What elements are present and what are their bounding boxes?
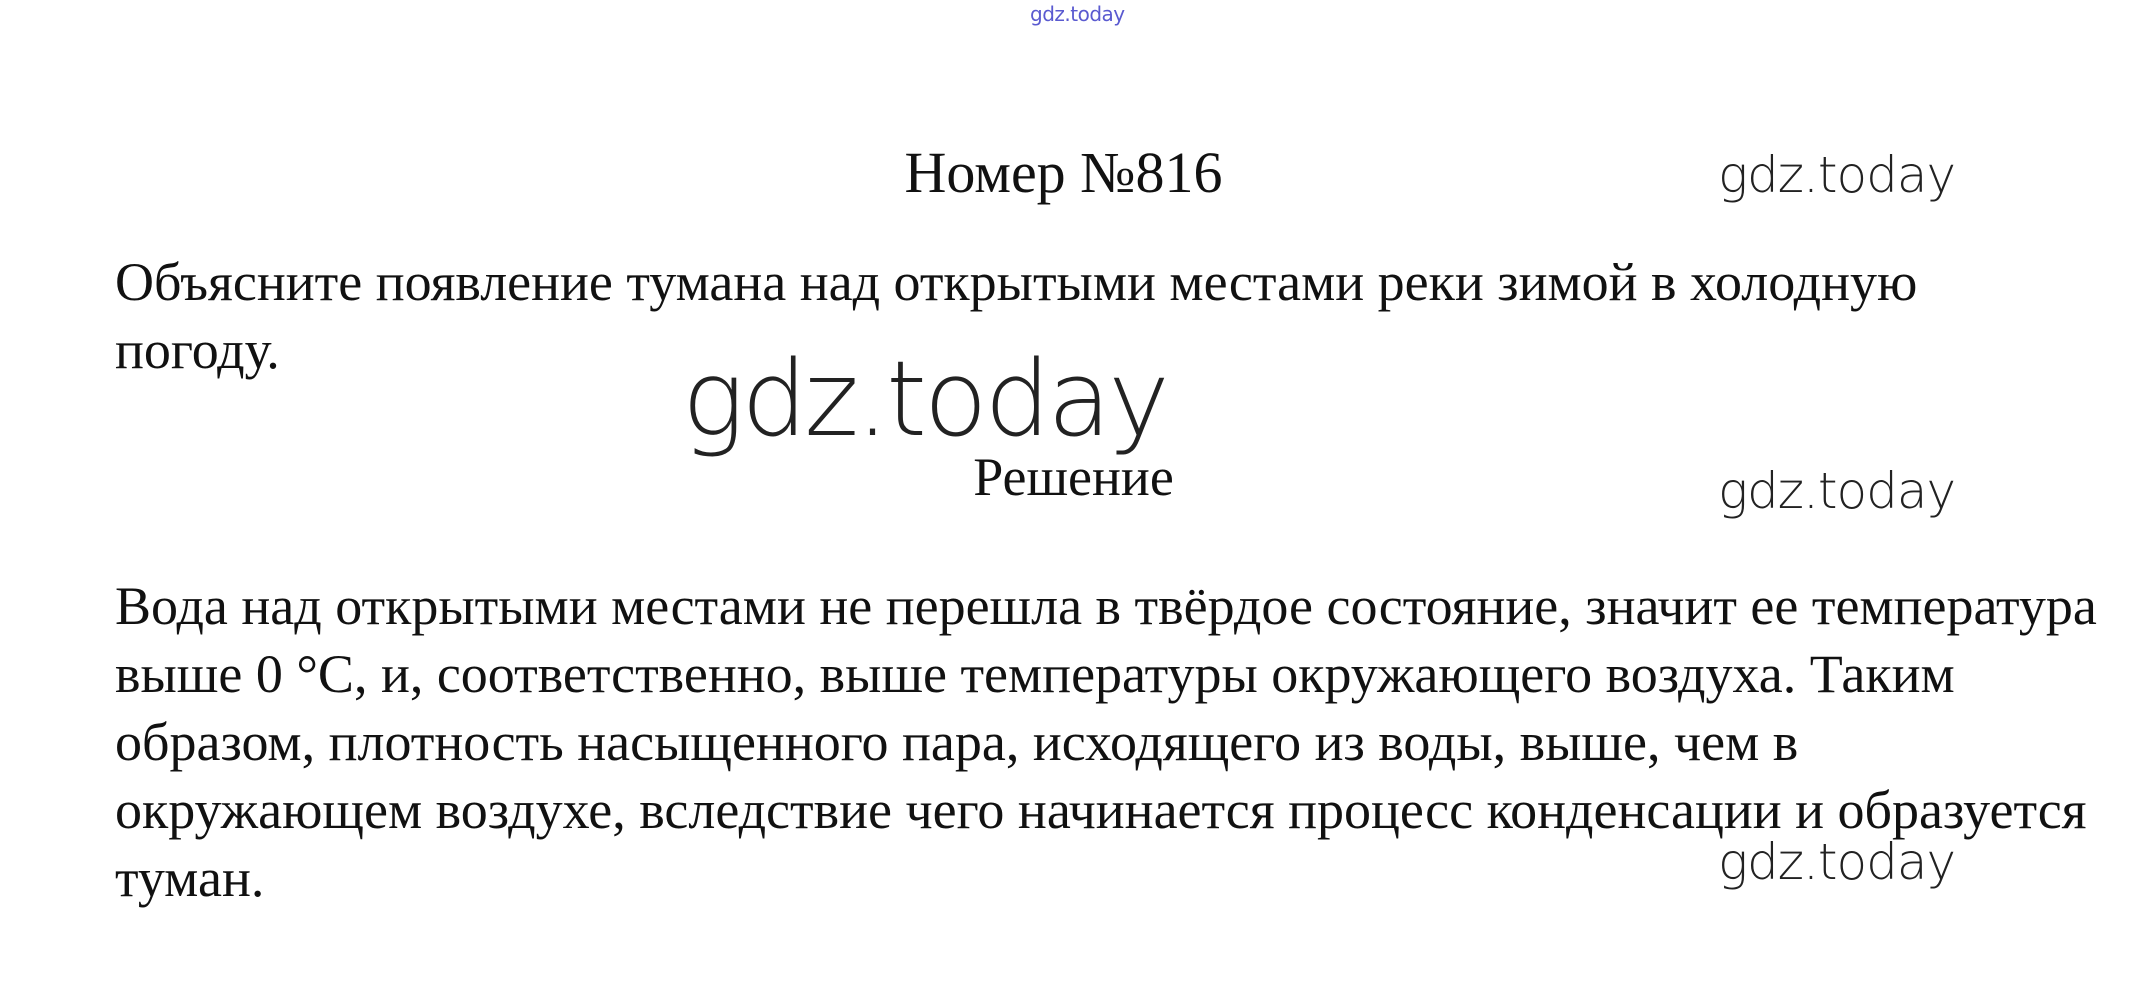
top-watermark: gdz.today xyxy=(1030,2,1125,26)
question-text: Объясните появление тумана над открытыми местами реки зимой в холодную погоду. xyxy=(115,252,1918,380)
page-title: Номер №816 xyxy=(904,140,1223,205)
watermark-large: gdz.today xyxy=(682,338,1167,460)
solution-heading: Решение xyxy=(973,447,1174,507)
watermark: gdz.today xyxy=(1718,462,1956,520)
answer-text: Вода над открытыми местами не перешла в твёрдое состояние, значит ее температура выше 0 °С, и, соответственно, выше температуры окружающего воздуха. Таким образом, плотность насыщенного пара, исходящего из воды, выше, чем в окружающем воздухе, вследствие чего начинается процесс конденсации и образуется туман. xyxy=(115,576,2097,908)
watermark: gdz.today xyxy=(1718,146,1956,204)
watermark: gdz.today xyxy=(1718,833,1956,891)
